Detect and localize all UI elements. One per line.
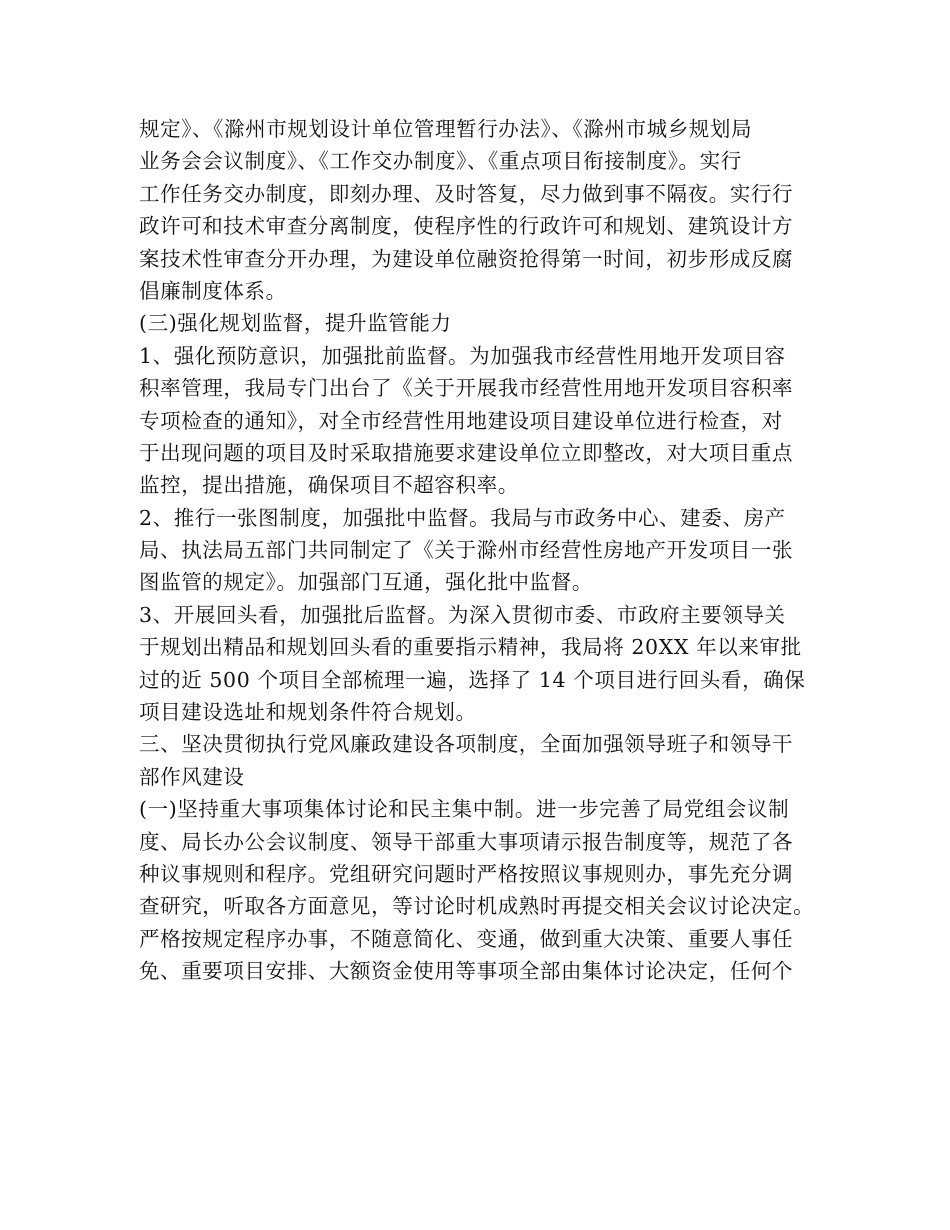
text-line: 监控，提出措施，确保项目不超容积率。 <box>139 473 519 498</box>
text-line: 免、重要项目安排、大额资金使用等事项全部由集体讨论决定，任何个 <box>139 959 794 984</box>
text-line: 局、执法局五部门共同制定了《关于滁州市经营性房地产开发项目一张 <box>139 538 794 563</box>
text-line: 1、强化预防意识，加强批前监督。为加强我市经营性用地开发项目容 <box>139 343 786 368</box>
text-line: (一)坚持重大事项集体讨论和民主集中制。进一步完善了局党组会议制 <box>139 797 790 822</box>
text-line: 度、局长办公会议制度、领导干部重大事项请示报告制度等，规范了各 <box>139 829 794 854</box>
text-line: 业务会会议制度》、《工作交办制度》、《重点项目衔接制度》。实行 <box>139 149 742 174</box>
section-heading: 部作风建设 <box>139 764 245 789</box>
text-line: 于出现问题的项目及时采取措施要求建设单位立即整改，对大项目重点 <box>139 440 794 465</box>
text-line: 过的近 500 个项目全部梳理一遍，选择了 14 个项目进行回头看，确保 <box>139 667 806 692</box>
text-line: 2、推行一张图制度，加强批中监督。我局与市政务中心、建委、房产 <box>139 505 786 530</box>
text-line: 案技术性审查分开办理，为建设单位融资抢得第一时间，初步形成反腐 <box>139 246 794 271</box>
text-line: 项目建设选址和规划条件符合规划。 <box>139 700 477 725</box>
text-line: 种议事规则和程序。党组研究问题时严格按照议事规则办，事先充分调 <box>139 861 794 886</box>
text-line: 查研究，听取各方面意见，等讨论时机成熟时再提交相关会议讨论决定。 <box>139 894 815 919</box>
document-page <box>139 113 829 988</box>
text-line: 规定》、《滁州市规划设计单位管理暂行办法》、《滁州市城乡规划局 <box>139 117 753 141</box>
text-line: 图监管的规定》。加强部门互通，强化批中监督。 <box>139 570 593 595</box>
section-heading: 三、坚决贯彻执行党风廉政建设各项制度，全面加强领导班子和领导干 <box>139 732 794 757</box>
text-line: 积率管理，我局专门出台了《关于开展我市经营性用地开发项目容积率 <box>139 376 794 401</box>
text-line: 于规划出精品和规划回头看的重要指示精神，我局将 20XX 年以来审批 <box>139 635 802 660</box>
text-line: 专项检查的通知》，对全市经营性用地建设项目建设单位进行检查，对 <box>139 408 783 433</box>
text-line: 工作任务交办制度，即刻办理、及时答复，尽力做到事不隔夜。实行行 <box>139 181 794 206</box>
section-heading: (三)强化规划监督，提升监管能力 <box>139 311 452 336</box>
text-line: 严格按规定程序办事，不随意简化、变通，做到重大决策、重要人事任 <box>139 926 794 951</box>
text-line: 3、开展回头看，加强批后监督。为深入贯彻市委、市政府主要领导关 <box>139 602 786 627</box>
text-line: 倡廉制度体系。 <box>139 278 287 303</box>
text-line: 政许可和技术审查分离制度，使程序性的行政许可和规划、建筑设计方 <box>139 214 794 239</box>
